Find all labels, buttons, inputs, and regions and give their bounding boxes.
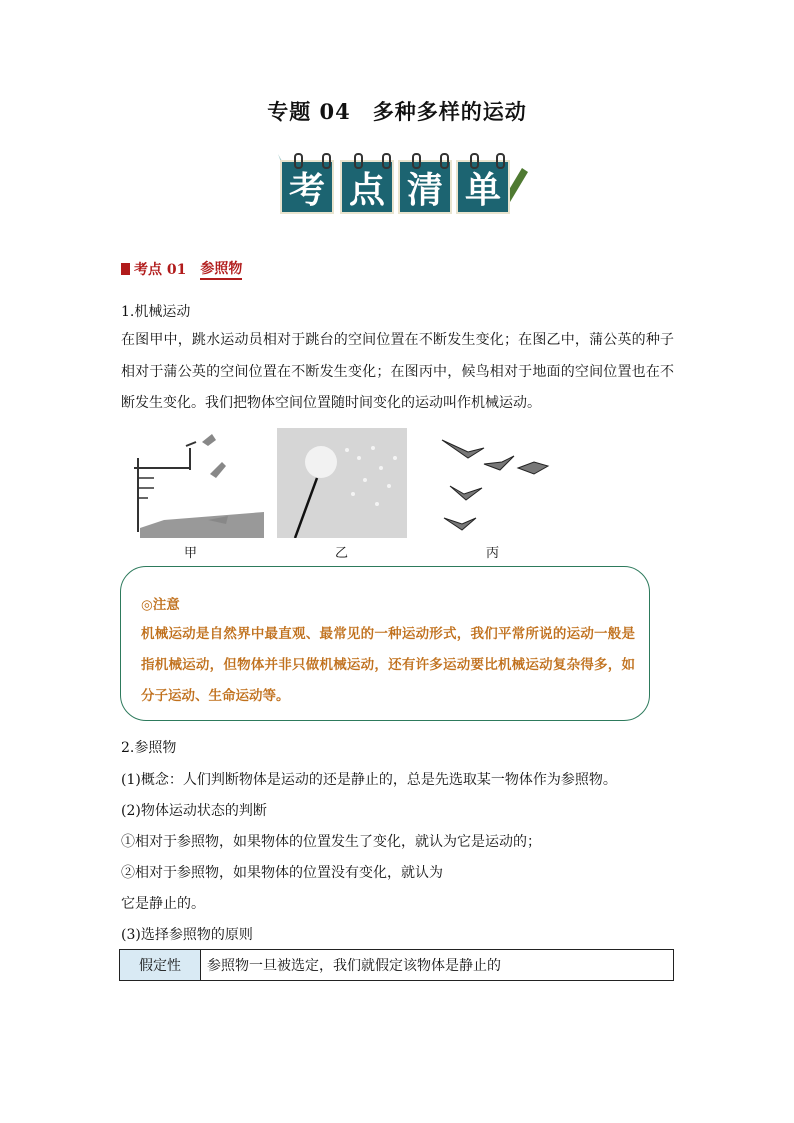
binder-ring-icon [496,153,505,169]
s2-line-4b: 它是静止的。 [121,896,205,912]
binder-ring-icon [412,153,421,169]
figure-caption-jia: 甲 [184,546,198,561]
s2-line-3: ①相对于参照物，如果物体的位置发生了变化，就认为它是运动的； [121,834,541,850]
binder-ring-icon [294,153,303,169]
banner-char-3: 清 [398,160,452,214]
section-heading [121,258,242,280]
kaodian-qingdan-banner [270,150,530,220]
banner-char-4: 单 [456,160,510,214]
figure-caption-yi: 乙 [335,546,349,561]
diver-illustration [134,428,264,538]
binder-ring-icon [354,153,363,169]
principle-table [119,949,674,981]
binder-ring-icon [382,153,391,169]
s2-heading: 2.参照物 [121,740,177,756]
s1-paragraph: 在图甲中，跳水运动员相对于跳台的空间位置在不断发生变化；在图乙中，蒲公英的种子相对于蒲公英的空间位置在不断发生变化；在图丙中，候鸟相对于地面的空间位置也在不断发生变化。我们把物体空间位置随时间变化的运动叫作机械运动。 [121,332,674,411]
binder-ring-icon [322,153,331,169]
note-box [120,566,650,721]
s2-line-1: (1)概念：人们判断物体是运动的还是静止的，总是先选取某一物体作为参照物。 [121,772,617,788]
table-value-cell: 参照物一旦被选定，我们就假定该物体是静止的 [207,958,501,974]
binder-ring-icon [440,153,449,169]
birds-illustration [438,428,558,538]
section-label: 考点 01 [134,262,187,278]
s1-heading: 1.机械运动 [121,304,191,320]
s2-line-2: (2)物体运动状态的判断 [121,803,267,819]
section-marker-icon [121,263,130,275]
banner-char-1: 考 [280,160,334,214]
binder-ring-icon [470,153,479,169]
table-key-cell: 假定性 [120,950,201,980]
section-name: 参照物 [200,258,242,280]
page-title: 专题 04 多种多样的运动 [267,99,527,124]
figure-caption-bing: 丙 [486,546,500,561]
dandelion-illustration [277,428,407,538]
s2-line-5: (3)选择参照物的原则 [121,927,253,943]
note-title: ◎注意 [141,597,180,613]
figure-jia [134,428,264,561]
banner-char-2: 点 [340,160,394,214]
s2-line-4a: ②相对于参照物，如果物体的位置没有变化，就认为 [121,865,443,881]
figure-bing [438,428,558,561]
figure-yi [277,428,407,561]
note-body: 机械运动是自然界中最直观、最常见的一种运动形式，我们平常所说的运动一般是指机械运动，但物体并非只做机械运动，还有许多运动要比机械运动复杂得多，如分子运动、生命运动等。 [141,626,635,704]
